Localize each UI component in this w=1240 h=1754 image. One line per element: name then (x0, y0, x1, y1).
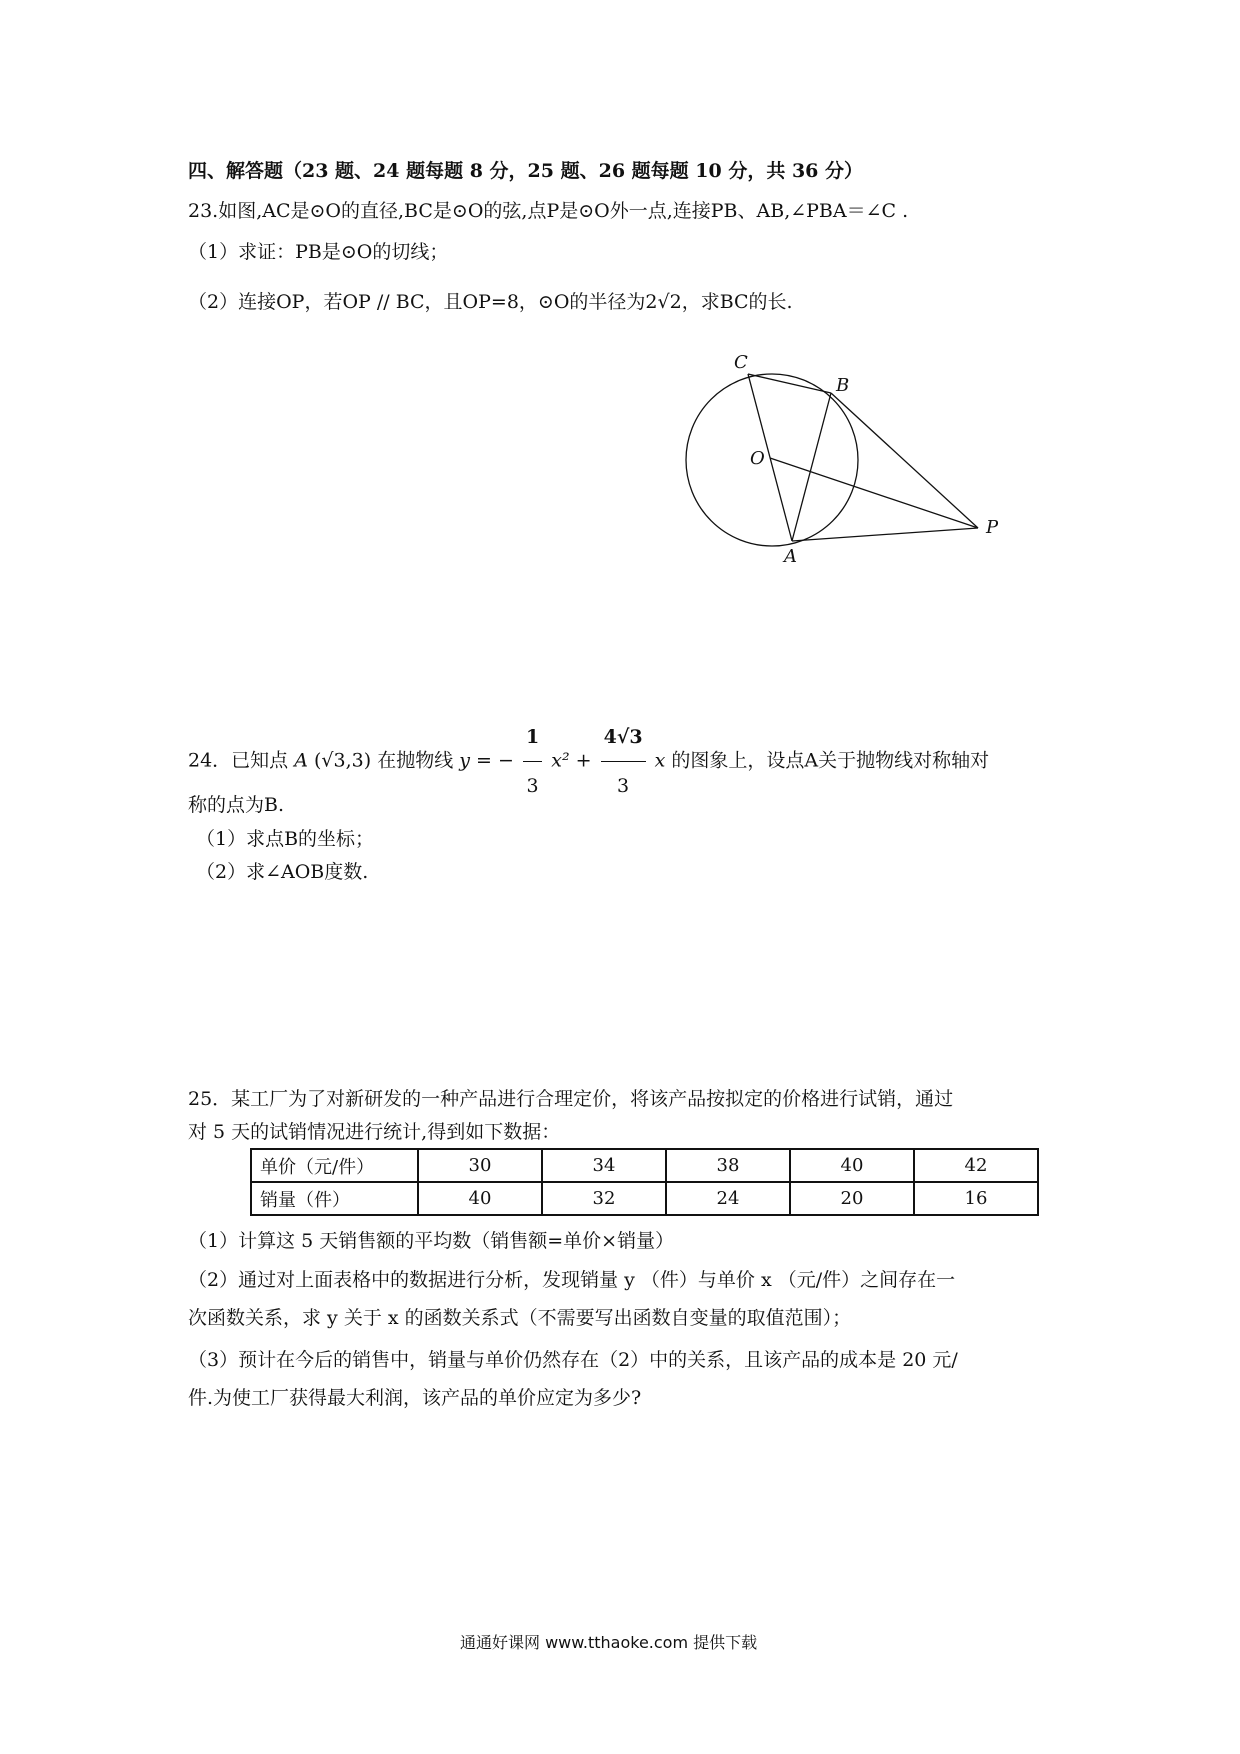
table-cell: 20 (790, 1182, 914, 1215)
q25-part2-line1: （2）通过对上面表格中的数据进行分析，发现销量 y （件）与单价 x （元/件）之间存在一 (188, 1269, 956, 1291)
q25-data-table (250, 1148, 1039, 1216)
q24-part1: （1）求点B的坐标； (196, 828, 375, 850)
circle-o (686, 374, 858, 546)
label-p: P (986, 517, 999, 538)
q25-part2-line2: 次函数关系，求 y 关于 x 的函数关系式（不需要写出函数自变量的取值范围）； (188, 1307, 852, 1329)
q24-suffix: 的图象上，设点A关于抛物线对称轴对 (671, 749, 990, 772)
q23-stem: 23.如图,AC是⊙O的直径,BC是⊙O的弦,点P是⊙O外一点,连接PB、AB,∠PBA＝∠C . (188, 200, 909, 222)
q24-fraction-1 (523, 715, 542, 808)
q24-point-coord: (√3,3) (314, 749, 372, 772)
q24-frac1-den: 3 (526, 775, 539, 797)
row-header: 单价（元/件） (251, 1149, 418, 1182)
segment-bp (831, 393, 978, 528)
q24-plus: + (575, 749, 592, 772)
table-cell: 24 (666, 1182, 790, 1215)
row-header: 销量（件） (251, 1182, 418, 1215)
q24-frac2-den: 3 (617, 775, 630, 797)
table-cell: 40 (418, 1182, 542, 1215)
table-row (251, 1149, 1038, 1182)
table-cell: 34 (542, 1149, 666, 1182)
segment-cb (748, 374, 831, 393)
segment-op (770, 458, 978, 528)
q24-formula-y: y = − (459, 749, 514, 772)
q24-term2: x (654, 749, 666, 772)
segment-ap (792, 528, 978, 541)
table-cell: 32 (542, 1182, 666, 1215)
q24-mid: 在抛物线 (377, 749, 454, 772)
q24-frac2-num: 4√3 (601, 715, 646, 762)
table-row (251, 1182, 1038, 1215)
label-b: B (836, 375, 850, 396)
label-a: A (784, 546, 797, 567)
table-cell: 30 (418, 1149, 542, 1182)
q23-part2: （2）连接OP，若OP // BC，且OP=8，⊙O的半径为2√2，求BC的长. (188, 291, 793, 313)
table-cell: 38 (666, 1149, 790, 1182)
section-title: 四、解答题（23 题、24 题每题 8 分，25 题、26 题每题 10 分，共 36 分） (188, 160, 864, 182)
q24-frac1-num: 1 (523, 715, 542, 762)
label-c: C (734, 352, 748, 373)
q23-part1: （1）求证：PB是⊙O的切线； (188, 241, 449, 263)
q24-part2: （2）求∠AOB度数. (196, 861, 369, 883)
q25-part3-line1: （3）预计在今后的销售中，销量与单价仍然存在（2）中的关系，且该产品的成本是 20 元/ (188, 1349, 958, 1371)
q24-fraction-2 (601, 715, 646, 808)
table-cell: 42 (914, 1149, 1038, 1182)
q25-part1: （1）计算这 5 天销售额的平均数（销售额=单价×销量） (188, 1230, 675, 1252)
q24-point-name: A (294, 749, 308, 772)
q25-stem-line1: 25．某工厂为了对新研发的一种产品进行合理定价，将该产品按拟定的价格进行试销，通过 (188, 1088, 954, 1110)
table-cell: 40 (790, 1149, 914, 1182)
label-o: O (750, 448, 765, 469)
q24-line2: 称的点为B. (188, 794, 285, 816)
table-cell: 16 (914, 1182, 1038, 1215)
q24-prefix: 24．已知点 (188, 749, 289, 772)
q23-figure (660, 340, 1020, 580)
q25-part3-line2: 件.为使工厂获得最大利润，该产品的单价应定为多少? (188, 1387, 642, 1409)
page-footer: 通通好课网 www.tthaoke.com 提供下载 (460, 1633, 758, 1652)
q24-stem (188, 715, 989, 808)
q24-term1: x² (551, 749, 570, 772)
q25-stem-line2: 对 5 天的试销情况进行统计,得到如下数据： (188, 1121, 561, 1143)
